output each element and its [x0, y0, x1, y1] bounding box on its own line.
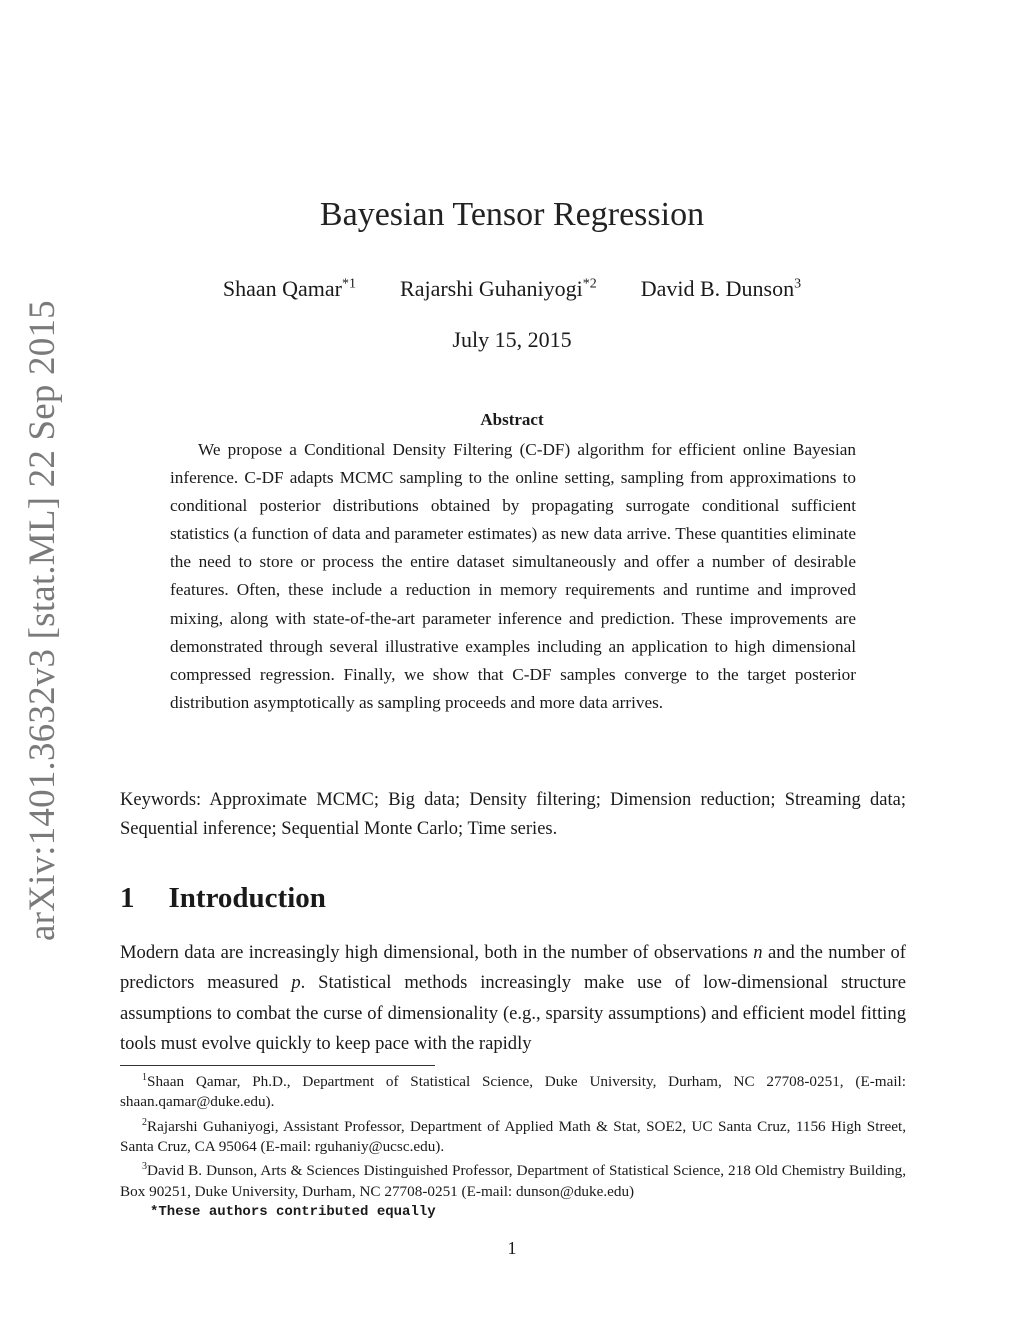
- footnote: [120, 1157, 906, 1202]
- author-affiliation-mark: *1: [342, 276, 357, 292]
- arxiv-identifier-stamp: arXiv:1401.3632v3 [stat.ML] 22 Sep 2015: [22, 300, 63, 941]
- footnote-mark: 2: [142, 1116, 147, 1128]
- abstract-text: We propose a Conditional Density Filtering (C-DF) algorithm for efficient online Bayesian inference. C-DF adapts MCMC sampling to the online setting, sampling from approximations to conditional posterior distributions obtained by propagating surrogate conditional sufficient statistics (a function of data and parameter estimates) as new data arrive. These quantities eliminate the need to store or process the entire dataset simultaneously and offer a number of desirable features. Often, these include a reduction in memory requirements and runtime and improved mixing, along with state-of-the-art parameter inference and prediction. These improvements are demonstrated through several illustrative examples including an application to high dimensional compressed regression. Finally, we show that C-DF samples converge to the target posterior distribution asymptotically as sampling proceeds and more data arrives.: [170, 440, 856, 712]
- introduction-paragraph: [120, 938, 906, 1059]
- footnote-rule: [120, 1065, 435, 1066]
- author-affiliation-mark: 3: [794, 276, 802, 292]
- author-affiliation-mark: *2: [582, 276, 597, 292]
- footnote: [120, 1068, 906, 1113]
- footnotes: [120, 1068, 906, 1222]
- author-name: Rajarshi Guhaniyogi: [400, 276, 583, 301]
- footnote-mark: 1: [142, 1072, 147, 1083]
- section-number: 1: [120, 882, 135, 914]
- footnote: [120, 1113, 906, 1158]
- author: [641, 276, 801, 302]
- footnote-mark: *: [150, 1203, 159, 1220]
- math-variable-n: n: [753, 942, 763, 963]
- author-name: David B. Dunson: [640, 276, 795, 301]
- section-title: Introduction: [168, 882, 326, 914]
- abstract-heading: Abstract: [480, 410, 544, 429]
- author-list: [0, 276, 1024, 302]
- footnote-text: Shaan Qamar, Ph.D., Department of Statistical Science, Duke University, Durham, NC 27708-0251, (E-mail: shaan.qamar@duke.edu).: [120, 1073, 906, 1111]
- equal-contribution-note: [120, 1202, 906, 1222]
- author-name: Shaan Qamar: [222, 276, 343, 301]
- intro-text: Modern data are increasingly high dimensional, both in the number of observations: [120, 942, 754, 963]
- author: [223, 276, 356, 302]
- math-variable-p: p: [291, 972, 301, 994]
- page-number: 1: [507, 1238, 517, 1258]
- footnote-text: Rajarshi Guhaniyogi, Assistant Professor, Department of Applied Math & Stat, SOE2, UC Santa Cruz, 1156 High Street, Santa Cruz, CA 95064 (E-mail: rguhaniy@ucsc.edu).: [120, 1117, 906, 1156]
- section-heading: [120, 882, 326, 915]
- paper-date: July 15, 2015: [452, 327, 572, 352]
- author: [400, 276, 597, 302]
- footnote-mark: 3: [142, 1161, 147, 1173]
- paper-title: Bayesian Tensor Regression: [319, 196, 705, 233]
- keywords: Keywords: Approximate MCMC; Big data; Density filtering; Dimension reduction; Streaming data; Sequential inference; Sequential Monte Carlo; Time series.: [120, 790, 906, 839]
- footnote-text: These authors contributed equally: [158, 1203, 436, 1220]
- intro-text: and the number of predictors measured: [120, 942, 906, 994]
- intro-text: . Statistical methods increasingly make use of low-dimensional structure assumptions to combat the curse of dimensionality (e.g., sparsity assumptions) and efficient model fitting tools must evolve quickly to keep pace with the rapidly: [120, 972, 906, 1054]
- footnote-text: David B. Dunson, Arts & Sciences Distinguished Professor, Department of Statistical Science, 218 Old Chemistry Building, Box 90251, Duke University, Durham, NC 27708-0251 (E-mail: dunson@duke.edu): [120, 1162, 906, 1200]
